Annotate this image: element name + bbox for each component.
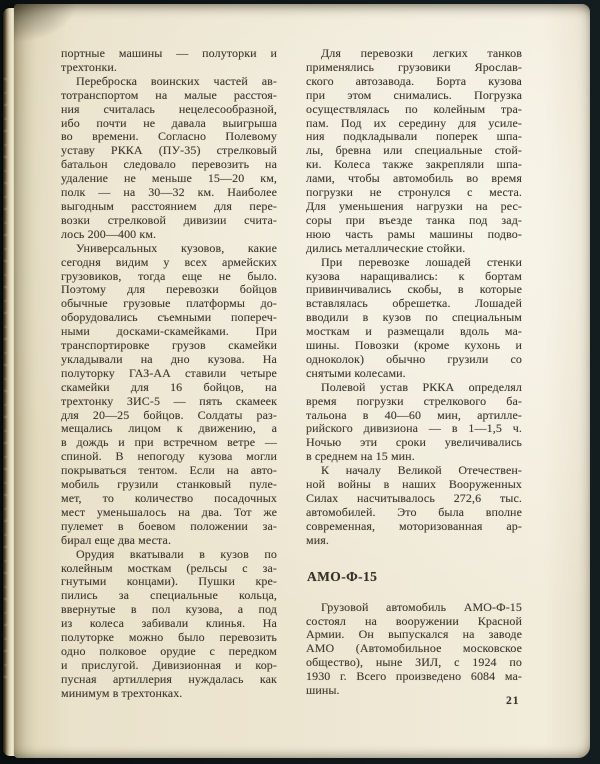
gutter-corner-shadow: [14, 4, 84, 44]
paragraph: [306, 47, 522, 256]
text-line: полк — на 30—32 км. Наиболее: [61, 185, 277, 200]
text-line: портные машины — полуторки и: [61, 46, 277, 60]
text-line: автомобилей. Это была вполне: [306, 504, 522, 519]
text-line: уставу РККА (ПУ-35) стрелковый: [61, 143, 277, 158]
text-line: Универсальных кузовов, какие: [76, 240, 277, 255]
text-line: дились металлические стойки.: [306, 240, 466, 255]
previous-page-text-fragments: [4, 68, 8, 688]
text-line: соры при въезде танка под зад-: [306, 212, 522, 227]
section-heading: АМО-Ф-15: [307, 568, 378, 584]
text-line: трехтонку ЗИС-5 — пять скамеек: [61, 393, 277, 408]
text-line: пились за специальные кольца,: [61, 588, 277, 603]
paragraph: [61, 242, 277, 548]
text-line: снятыми колесами.: [306, 365, 406, 380]
text-line: минимум в трехтонках.: [61, 685, 183, 700]
text-line: оборудовались съемными попереч-: [61, 310, 277, 325]
text-line: применялись грузовики Ярослав-: [306, 59, 522, 74]
text-line: ными досками-скамейками. При: [61, 324, 277, 339]
text-line: мосткам и размещали вдоль ма-: [306, 324, 522, 339]
text-line: гнутыми концами). Пушки кре-: [61, 574, 277, 589]
text-line: Силах насчитывалось 272,6 тыс.: [306, 491, 522, 505]
text-line: мия.: [306, 532, 329, 547]
text-line: Для уменьшения нагрузки на рес-: [306, 198, 522, 213]
text-line: при этом снимались. Погрузка: [306, 87, 522, 102]
text-line: из колеса забивали клинья. На: [61, 616, 277, 631]
text-line: ибо почти не давала выигрыша: [61, 115, 277, 130]
text-line: тальона в 40—60 мин, артилле-: [306, 407, 522, 422]
text-line: мест уменьшалось на два. Тот же: [61, 504, 277, 519]
text-line: современная, моторизованная ар-: [306, 518, 522, 533]
text-line: лось 200—400 км.: [61, 226, 157, 241]
text-line: Ночью эти сроки увеличивались: [306, 435, 522, 450]
text-line: состоял на вооружении Красной: [306, 613, 522, 628]
text-line: во времени. Согласно Полевому: [61, 129, 277, 144]
text-line: грузовиков, тогда еще не было.: [61, 268, 277, 283]
text-line: общество), ныне ЗИЛ, с 1924 по: [306, 655, 522, 670]
text-line: тотранспортом на малые расстоя-: [61, 87, 277, 102]
text-line: и прислугой. Дивизионная и кор-: [61, 657, 277, 672]
text-line: погрузки не стронулся с места.: [306, 185, 522, 200]
text-line: удаление не меньше 15—20 км,: [61, 171, 277, 186]
text-line: пусная артиллерия нуждалась как: [61, 671, 277, 686]
paragraph: [61, 47, 277, 75]
text-line: ной войны в наших Вооруженных: [306, 477, 522, 492]
text-line: мобиль грузили станковый пуле-: [61, 477, 277, 492]
text-line: лы, бревна или специальные стой-: [306, 143, 522, 158]
text-line: шины. Повозки (кроме кухонь и: [306, 338, 522, 353]
text-line: мещались лицом к движению, а: [61, 421, 277, 436]
text-line: ввернутые в пол кузова, а под: [61, 602, 277, 617]
text-line: в среднем на 15 мин.: [306, 449, 415, 464]
paragraph: [306, 381, 522, 464]
text-line: сегодня видим у всех армейских: [61, 254, 277, 269]
text-line: одноколок) обычно грузили со: [306, 351, 522, 366]
text-line: лами, чтобы автомобиль во время: [306, 171, 522, 186]
text-line: пам. Под их середину для усиле-: [306, 115, 522, 130]
text-line: обычные грузовые платформы до-: [61, 296, 277, 311]
text-line: выгодным расстоянием для пере-: [61, 198, 277, 213]
text-line: полуторке можно было перевозить: [61, 630, 277, 645]
text-line: рийского дивизиона — в 1—1,5 ч.: [306, 421, 522, 436]
text-line: Полевой устав РККА определял: [321, 379, 522, 394]
text-line: АМО (Автомобильное московское: [306, 641, 522, 656]
left-text-column: [61, 47, 277, 701]
text-line: бирал еще два места.: [61, 532, 172, 547]
page-number: 21: [506, 695, 520, 707]
text-line: мет, то количество посадочных: [61, 491, 277, 505]
text-line: транспортировке грузов скамейки: [61, 338, 277, 353]
text-line: спиной. В непогоду кузова могли: [61, 449, 277, 464]
text-line: Переброска воинских частей ав-: [76, 73, 277, 88]
text-line: пулемет в боевом положении за-: [61, 518, 277, 533]
text-line: ки. Колеса также закрепляли шпа-: [306, 157, 522, 172]
text-line: трехтонки.: [61, 59, 118, 74]
text-line: скамейки для 16 бойцов, на: [61, 379, 277, 394]
text-line: одно полковое орудие с передком: [61, 643, 277, 658]
text-line: вставлялась обрешетка. Лошадей: [306, 296, 522, 311]
text-line: батальон следовало перевозить на: [61, 157, 277, 172]
text-line: Армии. Он выпускался на заводе: [306, 627, 522, 642]
text-line: кузова наращивались: к бортам: [306, 268, 522, 283]
book-page: [14, 4, 590, 758]
text-line: покрываться тентом. Если на авто-: [61, 463, 277, 478]
text-line: Грузовой автомобиль АМО-Ф-15: [321, 599, 522, 614]
text-line: нюю часть рамы машины подво-: [306, 226, 522, 241]
text-line: Для перевозки легких танков: [321, 46, 522, 60]
paragraph: [306, 601, 522, 698]
text-line: ния считалась нецелесообразной,: [61, 101, 277, 116]
text-line: возки стрелковой дивизии счита-: [61, 212, 277, 227]
text-line: Орудия вкатывали в кузов по: [76, 546, 277, 561]
text-line: осуществлялась по колейным тра-: [306, 101, 522, 116]
text-line: шины.: [306, 683, 340, 698]
text-line: привинчивались скобы, в которые: [306, 282, 522, 297]
text-line: полуторку ГАЗ-АА ставили четыре: [61, 365, 277, 380]
text-line: для 20—25 бойцов. Солдаты раз-: [61, 407, 277, 422]
text-line: При перевозке лошадей стенки: [321, 254, 522, 269]
paragraph: [306, 464, 522, 547]
text-line: К началу Великой Отечествен-: [321, 463, 522, 478]
text-line: Поэтому для перевозки бойцов: [61, 282, 277, 297]
text-line: ского автозавода. Борта кузова: [306, 73, 522, 88]
text-line: колейным мосткам (рельсы с за-: [61, 560, 277, 575]
text-line: укладывали на дно кузова. На: [61, 351, 277, 366]
text-line: вводили в кузов по специальным: [306, 310, 522, 325]
right-text-column: [306, 47, 522, 698]
text-line: время погрузки стрелкового ба-: [306, 393, 522, 408]
paragraph: [61, 548, 277, 701]
text-line: в дождь и при встречном ветре —: [61, 435, 277, 450]
text-line: 1930 г. Всего произведено 6084 ма-: [306, 669, 522, 684]
paragraph: [306, 256, 522, 381]
text-line: ния подкладывали поперек шпа-: [306, 129, 522, 144]
paragraph: [61, 75, 277, 242]
